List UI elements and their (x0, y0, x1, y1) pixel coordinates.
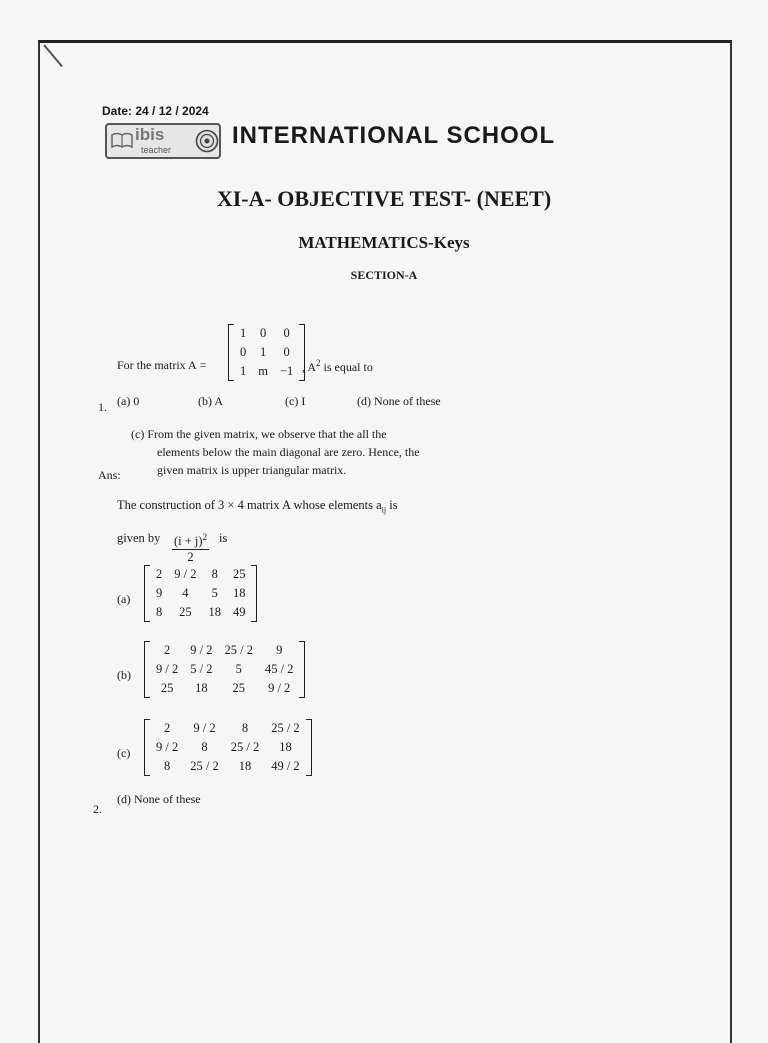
matrix-cell: 4 (182, 586, 189, 600)
matrix-cell: 8 (211, 567, 218, 581)
matrix-cell: 2 (163, 721, 171, 735)
q1-prefix: For the matrix A = (117, 358, 207, 372)
matrix-cell: 5 / 2 (190, 662, 213, 676)
matrix-cell: 8 (156, 605, 163, 619)
q2-option-b-matrix (144, 641, 305, 698)
logo-subtext: teacher (141, 145, 172, 155)
q1-suffix-end: is equal to (320, 360, 373, 374)
q2-number: 2. (93, 802, 102, 816)
matrix-cell: 25 (179, 605, 192, 619)
q2-numerator-text: (i + j) (174, 534, 203, 549)
q2-stem-end: is (386, 498, 398, 512)
q1-number: 1. (98, 400, 107, 414)
matrix-cell: 25 / 2 (230, 740, 260, 754)
q2-option-a-matrix (144, 565, 257, 622)
matrix-cell: 5 (211, 586, 218, 600)
matrix-cell: 1 (240, 364, 247, 378)
matrix-cell: 25 / 2 (190, 759, 219, 773)
matrix-cell: 18 (238, 759, 252, 773)
book-icon (111, 131, 133, 149)
q1-suffix (302, 358, 373, 375)
matrix-cell: m (258, 364, 268, 378)
section-heading: SECTION-A (350, 268, 418, 282)
q2-stem-subscript: ij (381, 505, 387, 515)
q1-option-a: (a) 0 (117, 394, 140, 408)
q2-fraction-denominator: 2 (187, 550, 194, 565)
matrix-cell: 25 (160, 681, 174, 695)
matrix-cell: 9 / 2 (156, 662, 179, 676)
school-seal-icon (195, 129, 219, 153)
q1-answer-line-2: elements below the main diagonal are zero. Hence, the (157, 445, 420, 459)
matrix-cell: 49 / 2 (271, 759, 300, 773)
q2-fraction (172, 532, 209, 565)
matrix-cell: 18 (195, 681, 208, 695)
logo-word: ibis (135, 125, 165, 144)
matrix-cell: 9 / 2 (193, 721, 216, 735)
q1-option-c: (c) I (285, 394, 306, 408)
matrix-cell: 0 (283, 326, 290, 340)
q2-option-a-label: (a) (117, 592, 131, 606)
matrix-cell: 9 (156, 586, 163, 600)
matrix-cell: 8 (241, 721, 249, 735)
test-subtitle: MATHEMATICS-Keys (298, 233, 470, 252)
matrix-cell: 9 (276, 643, 283, 657)
q1-answer-label: Ans: (98, 468, 121, 482)
matrix-cell: 0 (283, 345, 290, 359)
q2-numerator-sup: 2 (202, 532, 208, 542)
q1-option-b: (b) A (198, 394, 223, 408)
matrix-cell: 8 (201, 740, 208, 754)
q2-is: is (219, 531, 228, 545)
q1-option-d: (d) None of these (357, 394, 441, 408)
q2-fraction-numerator (172, 532, 209, 550)
q1-suffix-sup: 2 (316, 358, 321, 368)
matrix-cell: 1 (259, 345, 267, 359)
matrix-cell: 1 (240, 326, 247, 340)
matrix-cell: 25 (232, 681, 245, 695)
matrix-cell: 8 (163, 759, 171, 773)
q2-stem-line-1 (117, 498, 398, 515)
matrix-cell: 18 (279, 740, 292, 754)
q2-stem-text: The construction of 3 × 4 matrix A whose elements a (117, 498, 382, 512)
q2-given-by: given by (117, 531, 161, 545)
test-title: XI-A- OBJECTIVE TEST- (NEET) (216, 186, 552, 211)
matrix-cell: 45 / 2 (264, 662, 294, 676)
q1-suffix-text: , A (302, 360, 317, 374)
q2-option-c-label: (c) (117, 746, 131, 760)
school-name: INTERNATIONAL SCHOOL (232, 122, 556, 149)
matrix-cell: 18 (232, 586, 246, 600)
q1-answer-line-3: given matrix is upper triangular matrix. (157, 463, 347, 477)
matrix-cell: 2 (163, 643, 171, 657)
matrix-cell: 9 / 2 (156, 740, 179, 754)
matrix-cell: 9 / 2 (190, 643, 213, 657)
matrix-cell: 25 (232, 567, 246, 581)
q1-matrix (228, 324, 305, 381)
matrix-cell: 5 (235, 662, 242, 676)
matrix-cell: 0 (240, 345, 247, 359)
matrix-cell: 18 (208, 605, 221, 619)
q2-option-d: (d) None of these (117, 792, 201, 806)
matrix-cell: 25 / 2 (271, 721, 300, 735)
school-logo (105, 123, 221, 159)
matrix-cell: 9 / 2 (174, 567, 197, 581)
q2-option-c-matrix (144, 719, 312, 776)
matrix-cell: 9 / 2 (268, 681, 291, 695)
q1-answer-line-1: (c) From the given matrix, we observe that the all the (131, 427, 387, 441)
q2-option-b-label: (b) (117, 668, 131, 682)
matrix-cell: 2 (156, 567, 163, 581)
matrix-cell: 49 (232, 605, 246, 619)
test-date: Date: 24 / 12 / 2024 (102, 104, 209, 118)
matrix-cell: −1 (279, 364, 294, 378)
matrix-cell: 25 / 2 (224, 643, 253, 657)
matrix-cell: 0 (259, 326, 267, 340)
